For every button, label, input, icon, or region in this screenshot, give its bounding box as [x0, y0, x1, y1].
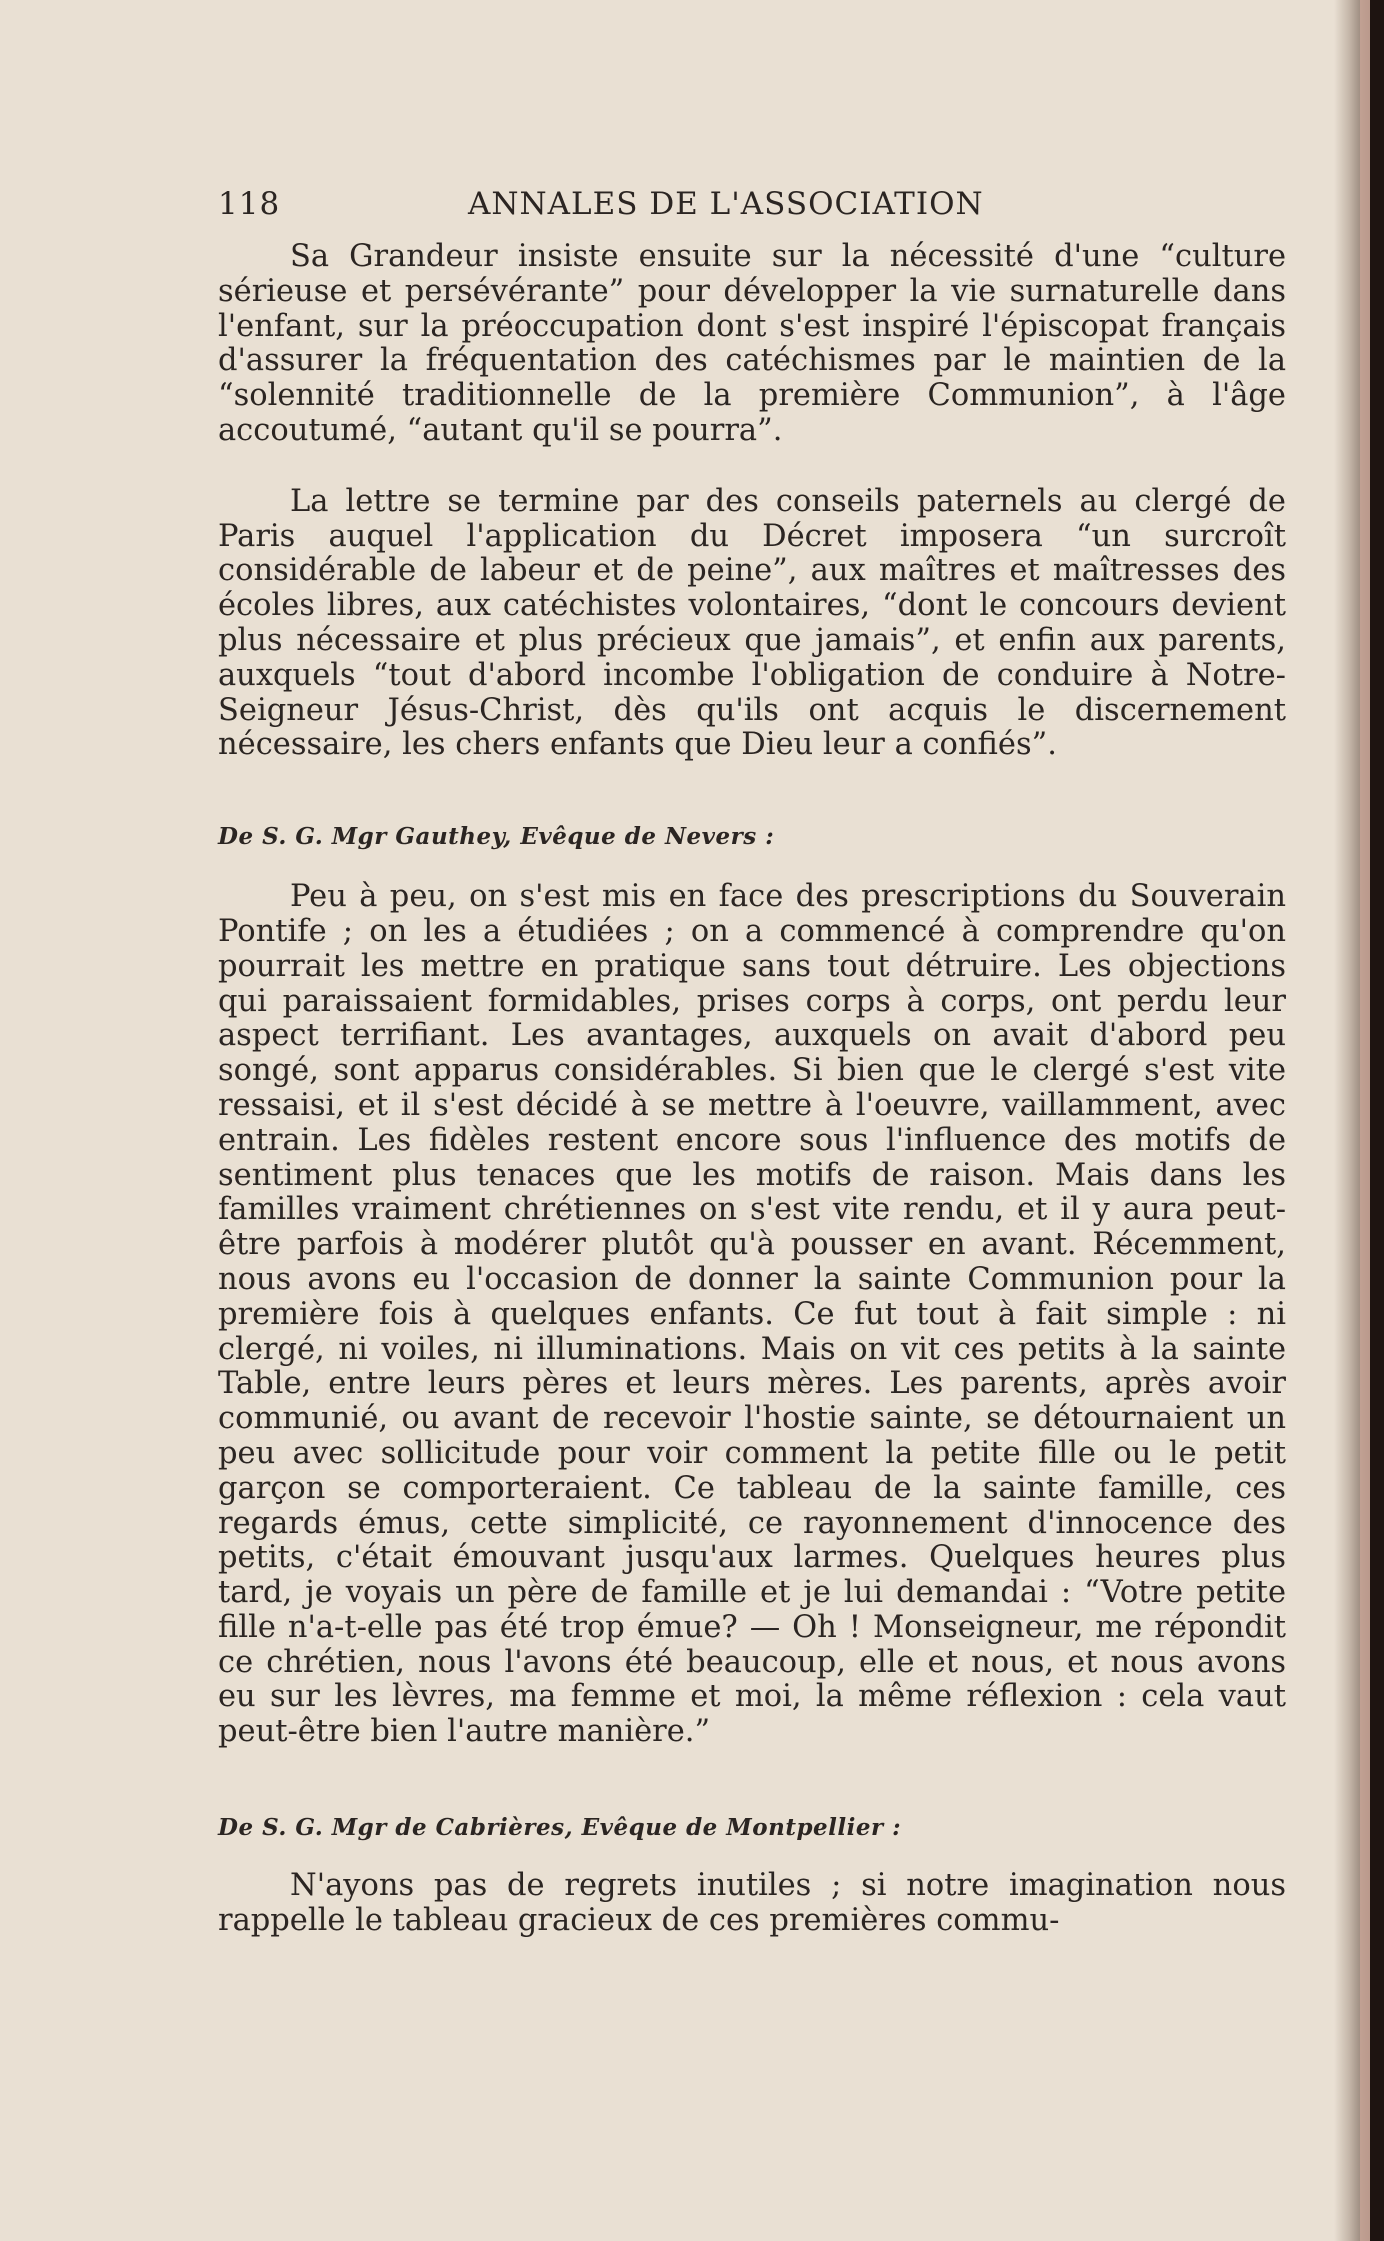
section-text-nevers: Peu à peu, on s'est mis en face des prescriptions du Souverain Pontife ; on les a étudiées ; on a commencé à comprendre qu'on pourrait les mettre en pratique sans tout détruire. Les objections qui paraissaient formidables, prises corps à corps, ont perdu leur aspect terrifiant. Les avantages, auxquels on avait d'abord peu songé, sont apparus considérables. Si bien que le clergé s'est vite ressaisi, et il s'est décidé à se mettre à l'oeuvre, vaillamment, avec entrain. Les fidèles restent encore sous l'influence des motifs de sentiment plus tenaces que les motifs de raison. Mais dans les familles vraiment chrétiennes on s'est vite rendu, et il y aura peut-être parfois à modérer plutôt qu'à pousser en avant. Récemment, nous avons eu l'occasion de donner la sainte Communion pour la première fois à quelques enfants. Ce fut tout à fait simple : ni clergé, ni voiles, ni illuminations. Mais on vit ces petits à la sainte Table, entre leurs pères et leurs mères. Les parents, après avoir communié, ou avant de recevoir l'hostie sainte, se détournaient un peu avec sollicitude pour voir comment la petite fille ou le petit garçon se comporteraient. Ce tableau de la sainte famille, ces regards émus, cette simplicité, ce rayonnement d'innocence des petits, c'était émouvant jusqu'aux larmes. Quelques heures plus tard, je voyais un père de famille et je lui demandai : “Votre petite fille n'a-t-elle pas été trop émue? — Oh ! Monseigneur, me répondit ce chrétien, nous l'avons été beaucoup, elle et nous, et nous avons eu sur les lèvres, ma femme et moi, la même réflexion : cela vaut peut-être bien l'autre manière.” — [218, 879, 1286, 1750]
section-heading-nevers: De S. G. Mgr Gauthey, Evêque de Nevers : — [218, 823, 775, 851]
section-heading-montpellier: De S. G. Mgr de Cabrières, Evêque de Montpellier : — [218, 1814, 902, 1842]
paragraph-1: Sa Grandeur insiste ensuite sur la nécessité d'une “culture sérieuse et persévérante” pour développer la vie surnaturelle dans l'enfant, sur la préoccupation dont s'est inspiré l'épiscopat français d'assurer la fréquentation des catéchismes par le maintien de la “solennité traditionnelle de la première Communion”, à l'âge accoutumé, “autant qu'il se pourra”. — [218, 239, 1286, 448]
page-edge-dark — [1370, 0, 1384, 2241]
page-content — [218, 186, 1286, 1939]
page-edge-binding — [1360, 0, 1370, 2241]
page-number: 118 — [218, 186, 281, 222]
section-text-montpellier: N'ayons pas de regrets inutiles ; si notre imagination nous rappelle le tableau gracieux de ces premières commu- — [218, 1868, 1286, 1938]
paragraph-2: La lettre se termine par des conseils paternels au clergé de Paris auquel l'application du Décret imposera “un surcroît considérable de labeur et de peine”, aux maîtres et maîtresses des écoles libres, aux catéchistes volontaires, “dont le concours devient plus nécessaire et plus précieux que jamais”, et enfin aux parents, auxquels “tout d'abord incombe l'obligation de conduire à Notre-Seigneur Jésus-Christ, dès qu'ils ont acquis le discernement nécessaire, les chers enfants que Dieu leur a confiés”. — [218, 483, 1286, 763]
page-header — [218, 186, 1286, 240]
running-title: ANNALES DE L'ASSOCIATION — [468, 186, 984, 222]
